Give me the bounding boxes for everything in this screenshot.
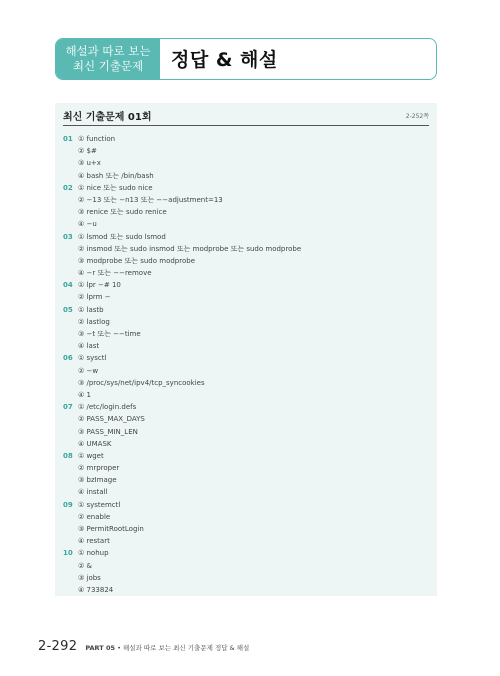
answer-row [63,352,429,364]
answer-text: ④ bash 또는 /bin/bash [78,171,154,180]
answer-text: ① nohup [78,549,109,558]
answer-text: ② lprm − [78,293,111,302]
answer-text: ③ renice 또는 sudo renice [78,208,167,217]
answer-row [63,328,429,340]
page-title: 정답 & 해설 [171,49,278,71]
answer-row [63,145,429,157]
answer-row [63,279,429,291]
answer-text: ② & [78,561,92,570]
answer-row [63,426,429,438]
answer-row [63,157,429,169]
answer-row [63,133,429,145]
answer-text: ① nice 또는 sudo nice [78,183,153,192]
answer-text: ④ −r 또는 −−remove [78,269,152,278]
answer-text: ② mrproper [78,464,120,473]
answer-text: ② $# [78,147,97,156]
answer-row [63,231,429,243]
answer-row [63,572,429,584]
answer-row [63,206,429,218]
question-number: 08 [63,451,73,460]
page-reference: 2-252쪽 [405,113,429,120]
question-number: 04 [63,281,73,290]
question-number: 10 [63,549,73,558]
answer-row [63,218,429,230]
answer-row [63,547,429,559]
answer-text: ② enable [78,512,111,521]
answer-text: ④ 733824 [78,585,114,594]
chapter-label-line2: 최신 기출문제 [72,59,144,73]
answer-row [63,291,429,303]
answer-row [63,438,429,450]
answer-text: ② −13 또는 −n13 또는 −−adjustment=13 [78,195,223,204]
answer-text: ④ UMASK [78,439,112,448]
answer-text: ② lastlog [78,317,110,326]
answer-text: ④ 1 [78,390,91,399]
answer-row [63,450,429,462]
answer-row [63,377,429,389]
answer-row [63,401,429,413]
answer-row [63,560,429,572]
answer-text: ③ u+x [78,159,101,168]
chapter-header [55,38,437,80]
answer-text: ④ install [78,488,108,497]
section-header [63,107,429,126]
answer-row [63,340,429,352]
question-number: 03 [63,232,73,241]
answer-row [63,389,429,401]
answer-panel [55,103,437,596]
answer-text: ③ bzImage [78,476,117,485]
answer-row [63,304,429,316]
answer-list [63,133,429,596]
answer-text: ② PASS_MAX_DAYS [78,415,145,424]
question-number: 07 [63,403,73,412]
answer-text: ② insmod 또는 sudo insmod 또는 modprobe 또는 sudo modprobe [78,244,302,253]
answer-row [63,170,429,182]
answer-text: ③ PASS_MIN_LEN [78,427,138,436]
answer-row [63,267,429,279]
answer-text: ① /etc/login.defs [78,403,137,412]
page-number: 2-292 [38,639,78,654]
answer-row [63,511,429,523]
answer-row [63,535,429,547]
answer-row [63,255,429,267]
answer-row [63,365,429,377]
chapter-label-line1: 해설과 따로 보는 [65,44,151,58]
answer-text: ④ −u [78,220,97,229]
answer-text: ③ /proc/sys/net/ipv4/tcp_syncookies [78,378,205,387]
answer-text: ① lpr −# 10 [78,281,121,290]
part-label: PART 05 [85,644,116,652]
answer-text: ① wget [78,451,104,460]
answer-text: ① lsmod 또는 sudo lsmod [78,232,166,241]
answer-row [63,486,429,498]
answer-row [63,499,429,511]
answer-text: ① lastb [78,305,104,314]
answer-text: ③ modprobe 또는 sudo modprobe [78,256,195,265]
footer-text: • 해설과 따로 보는 최신 기출문제 정답 & 해설 [117,644,250,652]
question-number: 01 [63,135,73,143]
question-number: 09 [63,500,73,509]
question-number: 02 [63,183,73,192]
answer-text: ④ restart [78,537,110,546]
question-number: 06 [63,354,73,363]
answer-text: ② −w [78,366,99,375]
answer-row [63,462,429,474]
answer-text: ① sysctl [78,354,107,363]
answer-row [63,523,429,535]
answer-row [63,194,429,206]
answer-text: ③ −t 또는 −−time [78,330,141,338]
answer-row [63,316,429,328]
answer-row [63,584,429,596]
question-number: 05 [63,305,73,314]
answer-text: ④ last [78,342,100,351]
answer-row [63,243,429,255]
page-footer [38,639,249,654]
answer-text: ① systemctl [78,500,121,509]
answer-text: ③ PermitRootLogin [78,525,144,533]
answer-text: ③ jobs [78,573,101,582]
answer-row [63,182,429,194]
chapter-label [56,39,160,79]
answer-row [63,413,429,425]
answer-text: ① function [78,135,116,143]
section-title: 최신 기출문제 01회 [63,112,152,123]
answer-row [63,474,429,486]
